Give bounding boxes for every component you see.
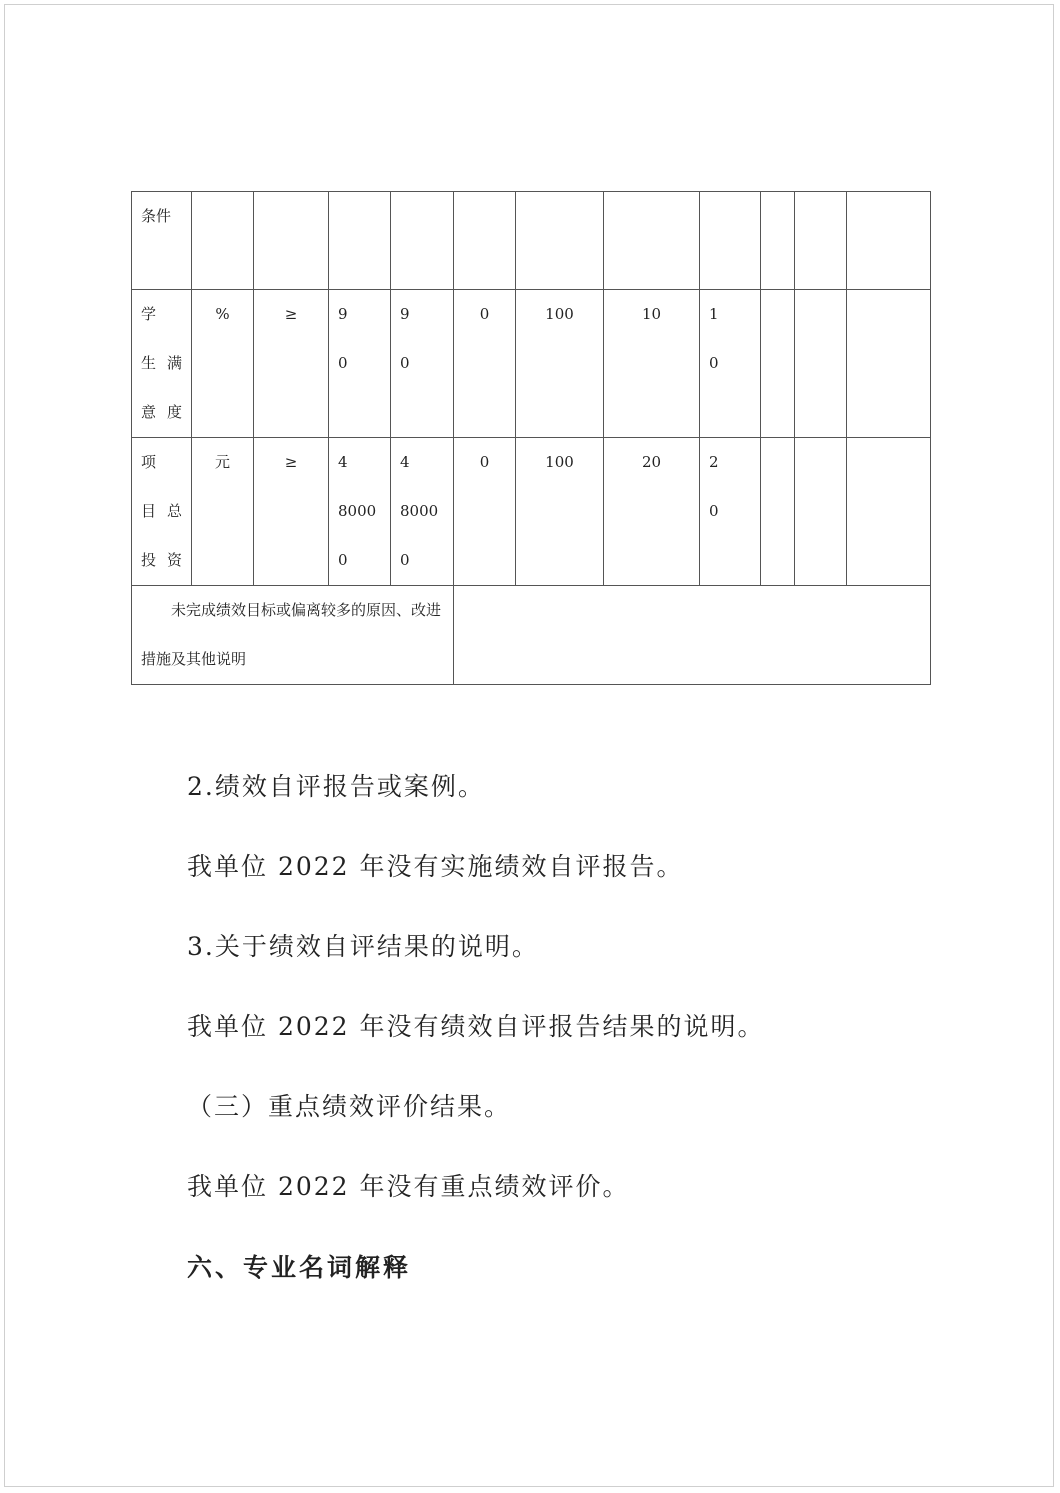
value-cell — [604, 192, 700, 290]
annual-target-cell: 9 0 — [329, 290, 391, 438]
value-cell: 0 — [454, 438, 516, 586]
empty-cell — [761, 438, 795, 586]
heading-self-eval-report: 2.绩效自评报告或案例。 — [187, 772, 485, 801]
value-cell: 1 0 — [700, 290, 761, 438]
unit-cell: % — [192, 290, 254, 438]
paragraph-self-eval-report: 我单位 2022 年没有实施绩效自评报告。 — [187, 852, 684, 881]
value-cell: 0 — [454, 290, 516, 438]
actual-value-cell: 4 8000 0 — [391, 438, 454, 586]
value-cell — [516, 192, 604, 290]
empty-cell — [847, 290, 931, 438]
value-cell: 2 0 — [700, 438, 761, 586]
value-cell: 20 — [604, 438, 700, 586]
value-cell — [700, 192, 761, 290]
table-row — [132, 586, 931, 685]
paragraph-key-evaluation: 我单位 2022 年没有重点绩效评价。 — [187, 1172, 630, 1201]
note-label-cell: 未完成绩效目标或偏离较多的原因、改进措施及其他说明 — [132, 586, 454, 685]
unit-cell: 元 — [192, 438, 254, 586]
annual-target-cell: 4 8000 0 — [329, 438, 391, 586]
operator-cell: ≥ — [254, 438, 329, 586]
value-cell: 100 — [516, 438, 604, 586]
table-row — [132, 438, 931, 586]
indicator-cell: 学 生 满 意度 — [132, 290, 192, 438]
paragraph-self-eval-result: 我单位 2022 年没有绩效自评报告结果的说明。 — [187, 1012, 765, 1041]
operator-cell — [254, 192, 329, 290]
value-cell: 100 — [516, 290, 604, 438]
indicator-cell: 条件 — [132, 192, 192, 290]
operator-cell: ≥ — [254, 290, 329, 438]
value-cell — [454, 192, 516, 290]
annual-target-cell — [329, 192, 391, 290]
heading-key-evaluation: （三）重点绩效评价结果。 — [187, 1092, 512, 1121]
table-row — [132, 290, 931, 438]
heading-self-eval-result: 3.关于绩效自评结果的说明。 — [187, 932, 539, 961]
empty-cell — [795, 290, 847, 438]
empty-cell — [847, 192, 931, 290]
empty-cell — [795, 438, 847, 586]
empty-cell — [847, 438, 931, 586]
unit-cell — [192, 192, 254, 290]
indicator-cell: 项 目 总 投资 — [132, 438, 192, 586]
empty-cell — [761, 290, 795, 438]
performance-table — [131, 191, 931, 685]
actual-value-cell: 9 0 — [391, 290, 454, 438]
value-cell: 10 — [604, 290, 700, 438]
note-content-cell — [454, 586, 931, 685]
section-heading-glossary: 六、专业名词解释 — [187, 1253, 412, 1282]
empty-cell — [795, 192, 847, 290]
actual-value-cell — [391, 192, 454, 290]
empty-cell — [761, 192, 795, 290]
table-row — [132, 192, 931, 290]
